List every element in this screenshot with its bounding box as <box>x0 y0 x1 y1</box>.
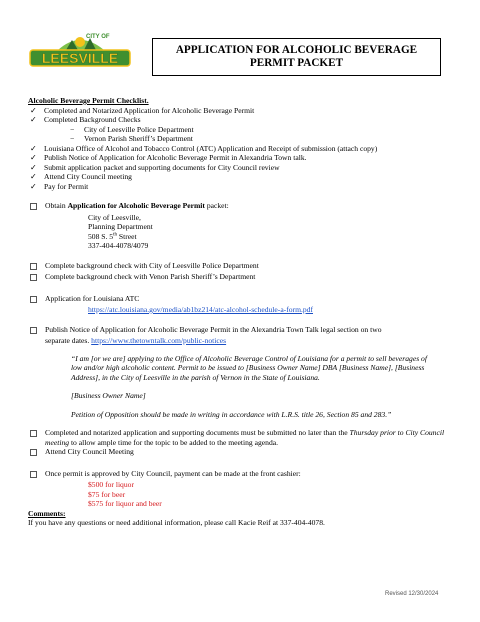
checklist-item: ✓ Louisiana Office of Alcohol and Tobacco Control (ATC) Application and Receipt of submission (attach copy) <box>30 143 378 153</box>
logo-name: LEESVILLE <box>41 50 119 66</box>
fee-beer: $75 for beer <box>88 489 126 499</box>
comments-text: If you have any questions or need additional information, please call Kacie Reif at 337-404-4078. <box>28 518 325 527</box>
city-logo <box>28 28 132 70</box>
notice-petition: Petition of Opposition should be made in writing in accordance with L.R.S. title 26, Section 85 and 283.” <box>71 409 392 419</box>
checkbox[interactable] <box>28 201 45 213</box>
fee-liquor-beer: $575 for liquor and beer <box>88 499 162 508</box>
address-line: Planning Department <box>88 222 153 231</box>
checkbox[interactable] <box>28 294 45 306</box>
document-body: Alcoholic Beverage Permit Checklist. ✓ Completed and Notarized Application for Alcoholic Beverage Permit ✓ Completed Background Checks − City of Leesville Police Department − Vernon Parish Sheriff’s Department ✓ Louisiana Office of Alcohol and Tobacco Control (ATC) Application and Receipt of submission (attach copy) ✓ Publish Notice of Application for Alcoholic Beverage Permit in Alexandria Town talk. ✓ Submit application packet and supporting documents for City Council review ✓ Attend City Council meeting ✓ Pay for Permit Obtain Application for Alcoholic Beverage Permit packet: City of Leesville, Planning Department 508 S. 5th Street 337-404-4078/4079 Complete background check with City of Leesville Police Department Complete background check with Venon Parish Sheriff’s Department Application for Louisiana ATC https://atc.louisiana.gov/media/ab1bz214/atc-alcohol-schedule-a-form.pdf Publish Notice of Application for Alcoholic Beverage Permit in the Alexandria Town Talk legal section on two separate dates. https://www.thetowntalk.com/public-notices “I am [or we are] applying to the Office of Alcoholic Beverage Control of Louisiana for a permit to sell beverages of low and/or high alcoholic content. Permit to be issued to [Business Owner Name] DBA [Business Name], [Business Address], in the City of Leesville in the parish of Vernon in the State of Louisiana. [Business Owner Name] Petition of Opposition should be made in writing in accordance with L.R.S. title 26, Section 85 and 283.” Completed and notarized application and supporting documents must be submitted no later than the Thursday prior to City Council meeting to allow ample time for the topic to be added to the meeting agenda. Attend City Council Meeting Once permit is approved by City Council, payment can be made at the front cashier: $500 for liquor $75 for beer $575 for liquor and beer Comments: If you have any questions or need additional information, please call Kacie Reif at 337-404-4078. <box>28 96 468 528</box>
check-icon: ✓ <box>30 115 37 124</box>
title-line1: APPLICATION FOR ALCOHOLIC BEVERAGE <box>175 44 418 56</box>
step-payment: Once permit is approved by City Council, payment can be made at the front cashier: <box>28 469 468 481</box>
checklist-subitem: − City of Leesville Police Department <box>70 124 194 134</box>
logo-city-of: CITY OF <box>86 34 110 40</box>
comments-heading: Comments: <box>28 508 66 518</box>
check-icon: ✓ <box>30 153 37 162</box>
revised-date: Revised 12/30/2024 <box>385 591 439 597</box>
check-icon: ✓ <box>30 143 37 153</box>
checklist-item: ✓ Publish Notice of Application for Alcoholic Beverage Permit in Alexandria Town talk. <box>30 153 307 162</box>
checkbox[interactable] <box>28 428 45 440</box>
fee-liquor: $500 for liquor <box>88 480 134 489</box>
notice-text: “I am [or we are] applying to the Office of Alcoholic Beverage Control of Louisiana for a permit to sell beverages of low and/or high alcoholic content. Permit to be issued to [Business Owner Name] DBA [Business Name], [Business Address], in the City of Leesville in the parish of Vernon in the State of Louisiana. <box>71 353 427 382</box>
checklist-item: ✓ Attend City Council meeting <box>30 172 132 181</box>
checklist-heading: Alcoholic Beverage Permit Checklist. <box>28 96 149 105</box>
checklist-item: ✓ Completed Background Checks <box>30 115 141 124</box>
checklist-subitem: − Vernon Parish Sheriff’s Department <box>70 134 193 143</box>
title-box <box>152 38 441 76</box>
step-attend: Attend City Council Meeting <box>28 447 468 459</box>
notice-owner: [Business Owner Name] <box>71 391 146 400</box>
check-icon: ✓ <box>30 172 37 181</box>
address-line: 508 S. 5th Street <box>88 231 137 241</box>
step-obtain: Obtain Application for Alcoholic Beverage Permit packet: <box>28 201 468 213</box>
checkbox[interactable] <box>28 447 45 459</box>
checkbox[interactable] <box>28 469 45 481</box>
check-icon: ✓ <box>30 181 37 191</box>
checklist-item: ✓ Submit application packet and supporting documents for City Council review <box>30 162 280 172</box>
step-background-police: Complete background check with City of Leesville Police Department <box>28 261 468 273</box>
phone: 337-404-4078/4079 <box>88 241 149 250</box>
step-publish: Publish Notice of Application for Alcoholic Beverage Permit in the Alexandria Town Talk legal section on two <box>28 325 468 337</box>
checklist-item: ✓ Completed and Notarized Application for Alcoholic Beverage Permit <box>30 105 255 115</box>
step-atc: Application for Louisiana ATC <box>28 294 468 306</box>
towntalk-link[interactable]: https://www.thetowntalk.com/public-notices <box>91 336 227 345</box>
checklist-item: ✓ Pay for Permit <box>30 181 89 191</box>
checkbox[interactable] <box>28 325 45 337</box>
step-submit: Completed and notarized application and supporting documents must be submitted no later than the Thursday prior to City Council meeting to allow ample time for the topic to be added to the meeting agenda. <box>28 428 468 447</box>
check-icon: ✓ <box>30 162 37 172</box>
atc-link[interactable]: https://atc.louisiana.gov/media/ab1bz214/atc-alcohol-schedule-a-form.pdf <box>88 305 313 314</box>
address-line: City of Leesville, <box>88 212 141 222</box>
check-icon: ✓ <box>30 105 37 115</box>
title-line2: PERMIT PACKET <box>249 57 344 69</box>
checkbox[interactable] <box>28 272 45 284</box>
step-background-sheriff: Complete background check with Venon Parish Sheriff’s Department <box>28 272 468 284</box>
checkbox[interactable] <box>28 261 45 273</box>
